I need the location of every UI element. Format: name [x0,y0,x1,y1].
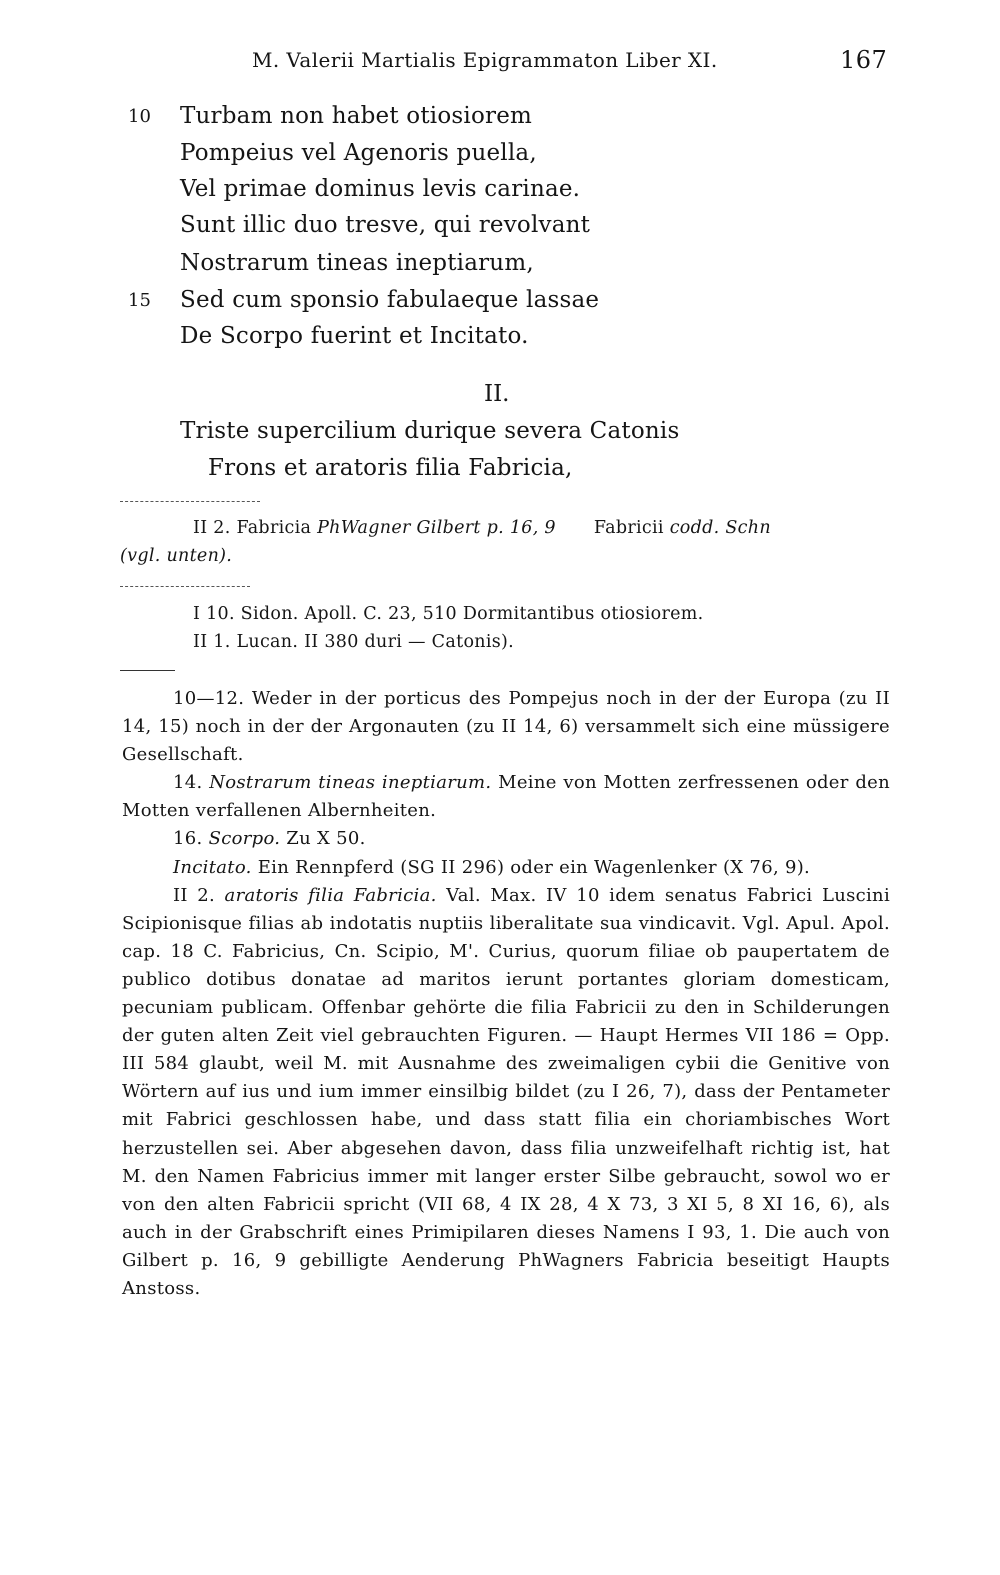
verse-line: Frons et aratoris filia Fabricia, [208,455,573,481]
verse-line: De Scorpo fuerint et Incitato. [180,323,529,349]
commentary-paragraph: II 2. aratoris filia Fabricia. Val. Max. IV 10 idem senatus Fabrici Luscini Scipionisque filias ab indotatis nuptiis liberalitate sua vindicavit. Vgl. Apul. Apol. cap. 18 C. Fabricius, Cn. Scipio, M'. Curius, quorum filiae ob paupertatem de publico dotibus donatae ad maritos ierunt portantes gloriam domesticam, pecuniam publicam. Offenbar gehörte die filia Fabricii zu den in Schilderungen der guten alten Zeit viel gebrauchten Figuren. — Haupt Hermes VII 186 = Opp. III 584 glaubt, weil M. mit Ausnahme des zweimaligen cybii die Genitive von Wörtern auf ius und ium immer einsilbig bildet (zu I 26, 7), dass der Pentameter mit Fabrici geschlossen habe, und dass statt filia ein choriambisches Wort herzustellen sei. Aber abgesehen davon, dass filia unzweifelhaft richtig ist, hat M. den Namen Fabricius immer mit langer erster Silbe gebraucht, sowol wo er von den alten Fabricii spricht (VII 68, 4 IX 28, 4 X 73, 3 XI 5, 8 XI 16, 6), als auch in der Grabschrift eines Primipilaren dieses Namens I 93, 1. Die auch von Gilbert p. 16, 9 gebilligte Aenderung PhWagners Fabricia beseitigt Haupts Anstoss. [122,884,891,1299]
verse-line: Sunt illic duo tresve, qui revolvant [180,212,591,238]
testimonia-line: II 1. Lucan. II 380 duri — Catonis). [193,632,515,652]
commentary-paragraph: Incitato. Ein Rennpferd (SG II 296) oder ein Wagenlenker (X 76, 9). [173,856,811,878]
commentary-paragraph: 10—12. Weder in der porticus des Pompejus noch in der der Europa (zu II 14, 15) noch in der der Argonauten (zu II 14, 6) versammelt sich eine müssigere Gesellschaft. [122,688,890,766]
separator-rule [120,670,175,671]
verse-line: Turbam non habet otiosiorem [180,103,533,129]
running-title: M. Valerii Martialis Epigrammaton Liber XI. [252,48,718,72]
separator-rule [120,586,250,587]
commentary [122,685,890,1303]
apparatus-line: II 2. Fabricia PhWagner Gilbert p. 16, 9 Fabricii codd. Schn [193,518,771,538]
page-header [0,40,1000,80]
verse-line: Nostrarum tineas ineptiarum, [180,250,534,276]
commentary-paragraph: 16. Scorpo. Zu X 50. [173,828,366,850]
line-number: 10 [128,106,151,127]
testimonia-line: I 10. Sidon. Apoll. C. 23, 510 Dormitantibus otiosiorem. [193,604,704,624]
apparatus-line: (vgl. unten). [120,546,233,566]
page-number: 167 [840,46,888,74]
verse-line: Pompeius vel Agenoris puella, [180,140,537,166]
verse-line: Triste supercilium durique severa Catonis [180,418,680,444]
line-number: 15 [128,290,151,311]
separator-rule [120,501,260,502]
commentary-paragraph: 14. Nostrarum tineas ineptiarum. Meine von Motten zerfressenen oder den Motten verfallenen Albernheiten. [122,772,890,822]
verse-line: Vel primae dominus levis carinae. [180,176,581,202]
verse-line: Sed cum sponsio fabulaeque lassae [180,287,600,313]
epigram-number: II. [484,381,510,407]
